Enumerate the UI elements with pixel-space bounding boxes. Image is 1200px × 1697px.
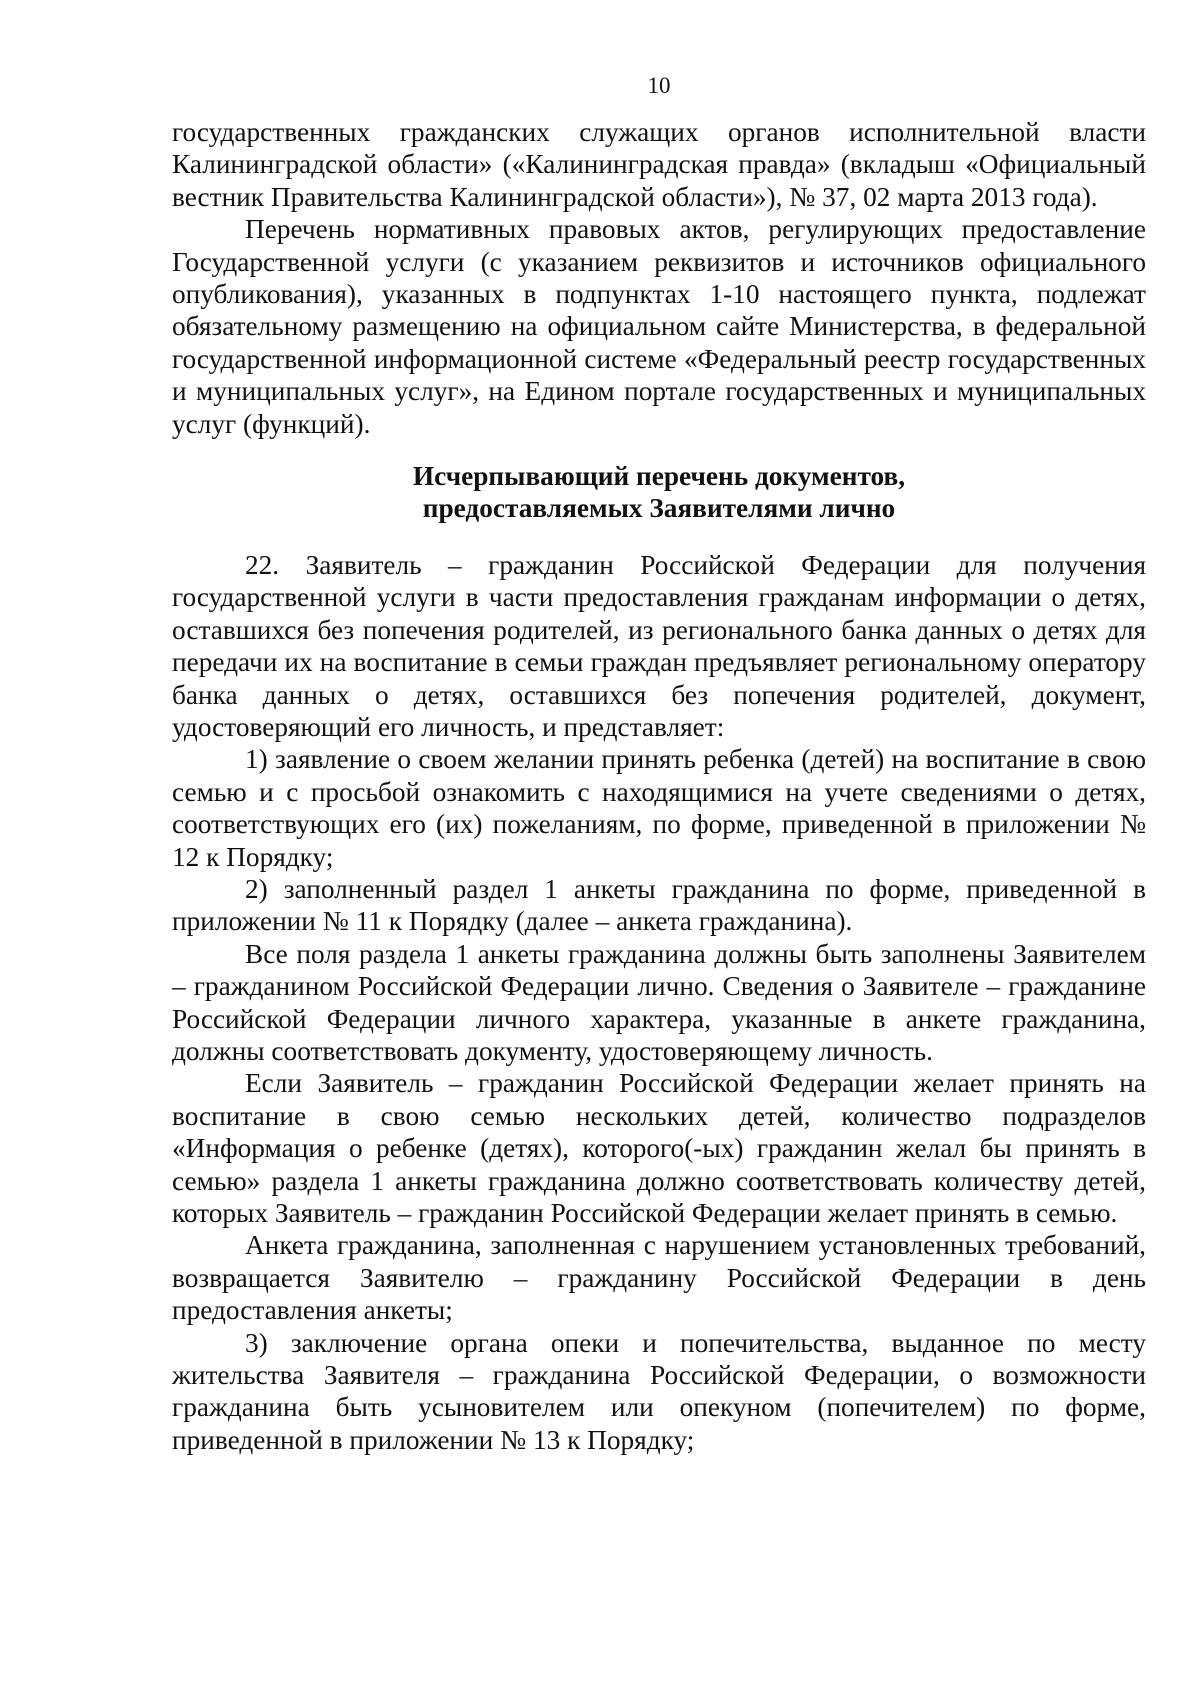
paragraph-continuation: государственных гражданских служащих органов исполнительной власти Калининградской области» («Калининградская правда» (вкладыш «Официальный вестник Правительства Калининградской области»), № 37, 02 марта 2013 года). — [172, 117, 1146, 212]
section-heading — [172, 460, 1146, 525]
section-heading-line-2: предоставляемых Заявителями лично — [422, 493, 896, 524]
paragraph-form-fields: Все поля раздела 1 анкеты гражданина должны быть заполнены Заявителем – гражданином Российской Федерации лично. Сведения о Заявителе – гражданине Российской Федерации личного характера, указанные в анкете гражданина, должны соответствовать документу, удостоверяющему личность. — [172, 938, 1146, 1066]
section-heading-line-1: Исчерпывающий перечень документов, — [412, 461, 906, 492]
paragraph-legal-acts-list: Перечень нормативных правовых актов, регулирующих предоставление Государственной услуги (с указанием реквизитов и источников официального опубликования), указанных в подпунктах 1-10 настоящего пункта, подлежат обязательному размещению на официальном сайте Министерства, в федеральной государственной информационной системе «Федеральный реестр государственных и муниципальных услуг», на Едином портале государственных и муниципальных услуг (функций). — [172, 214, 1146, 439]
paragraph-form-returned: Анкета гражданина, заполненная с нарушением установленных требований, возвращается Заявителю – гражданину Российской Федерации в день предоставления анкеты; — [172, 1230, 1146, 1326]
paragraph-22: 22. Заявитель – гражданин Российской Федерации для получения государственной услуги в части предоставления гражданам информации о детях, оставшихся без попечения родителей, из регионального банка данных о детях для передачи их на воспитание в семьи граждан предъявляет региональному оператору банка данных о детях, оставшихся без попечения родителей, документ, удостоверяющий его личность, и представляет: — [172, 549, 1146, 742]
list-item-2: 2) заполненный раздел 1 анкеты гражданина по форме, приведенной в приложении № 11 к Порядку (далее – анкета гражданина). — [172, 873, 1146, 937]
document-body — [172, 116, 1146, 1456]
page-number: 10 — [647, 73, 671, 98]
list-item-1: 1) заявление о своем желании принять ребенка (детей) на воспитание в свою семью и с просьбой ознакомить с находящимися на учете сведениями о детях, соответствующих его (их) пожеланиям, по форме, приведенной в приложении № 12 к Порядку; — [172, 744, 1146, 872]
list-item-3: 3) заключение органа опеки и попечительства, выданное по месту жительства Заявителя – гражданина Российской Федерации, о возможности гражданина быть усыновителем или опекуном (попечителем) по форме, приведенной в приложении № 13 к Порядку; — [172, 1327, 1146, 1455]
paragraph-multiple-children: Если Заявитель – гражданин Российской Федерации желает принять на воспитание в свою семью нескольких детей, количество подразделов «Информация о ребенке (детях), которого(-ых) гражданин желал бы принять в семью» раздела 1 анкеты гражданина должно соответствовать количеству детей, которых Заявитель – гражданин Российской Федерации желает принять в семью. — [172, 1068, 1146, 1228]
